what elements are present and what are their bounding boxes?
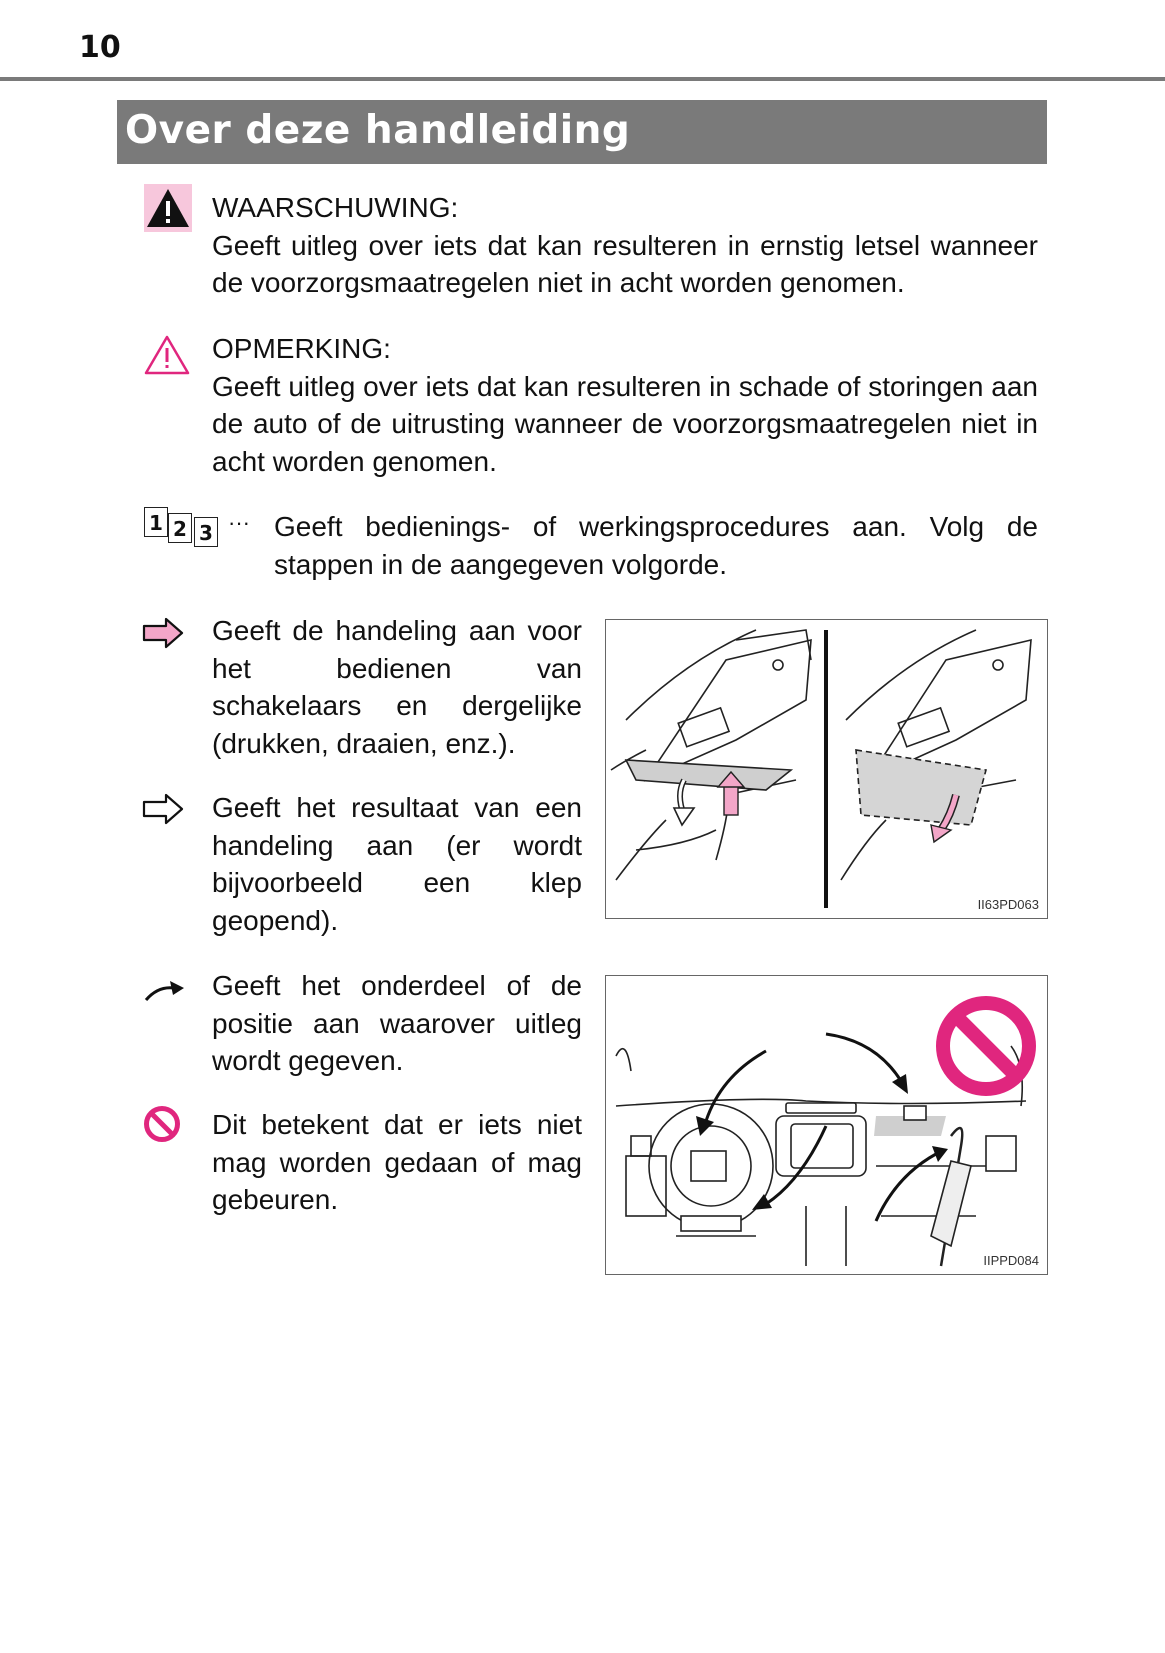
step-number: 1 — [144, 507, 168, 537]
notice-text: Geeft uitleg over iets dat kan resulteren in schade of storingen aan de auto of de uitrusting wanneer de voorzorgsmaatregelen niet in acht worden genomen. — [212, 370, 1038, 477]
figure-code: II63PD063 — [977, 897, 1039, 912]
dashboard-illustration — [606, 976, 1047, 1274]
outline-arrow-icon — [142, 793, 184, 830]
pointer-arrow-icon — [144, 978, 186, 1009]
legend-operation-text: Geeft de handeling aan voor het bedienen van schakelaars en dergelijke (drukken, draaien, enz.). — [212, 615, 582, 759]
step-ellipsis: ··· — [228, 510, 250, 535]
header-divider — [0, 77, 1165, 81]
notice-label: OPMERKING: — [212, 333, 391, 364]
warning-block — [212, 189, 1038, 302]
figure-overhead-console — [605, 619, 1048, 919]
legend-result-text: Geeft het resultaat van een handeling aan (er wordt bijvoorbeeld een klep geopend). — [212, 792, 582, 936]
overhead-console-illustration — [606, 620, 1047, 918]
section-title-bar — [117, 100, 1047, 164]
warning-label: WAARSCHUWING: — [212, 192, 459, 223]
legend-prohibited-text: Dit betekent dat er iets niet mag worden gedaan of mag gebeuren. — [212, 1109, 582, 1215]
figure-code: IIPPD084 — [983, 1253, 1039, 1268]
warning-text: Geeft uitleg over iets dat kan resulteren in ernstig letsel wanneer de voorzorgsmaatregelen niet in acht worden genomen. — [212, 229, 1038, 298]
notice-block — [212, 330, 1038, 480]
caution-icon — [144, 334, 190, 376]
legend-pointer-text: Geeft het onderdeel of de positie aan waarover uitleg wordt gegeven. — [212, 970, 582, 1076]
step-number: 2 — [168, 513, 192, 543]
page-number: 10 — [79, 30, 121, 65]
section-title: Over deze handleiding — [125, 108, 631, 153]
figure-dashboard — [605, 975, 1048, 1275]
prohibited-icon — [143, 1105, 181, 1148]
steps-text: Geeft bedienings- of werkingsprocedures aan. Volg de stappen in de aangegeven volgorde. — [274, 511, 1038, 580]
step-number: 3 — [194, 517, 218, 547]
filled-arrow-icon — [142, 617, 184, 654]
warning-icon — [144, 184, 192, 232]
